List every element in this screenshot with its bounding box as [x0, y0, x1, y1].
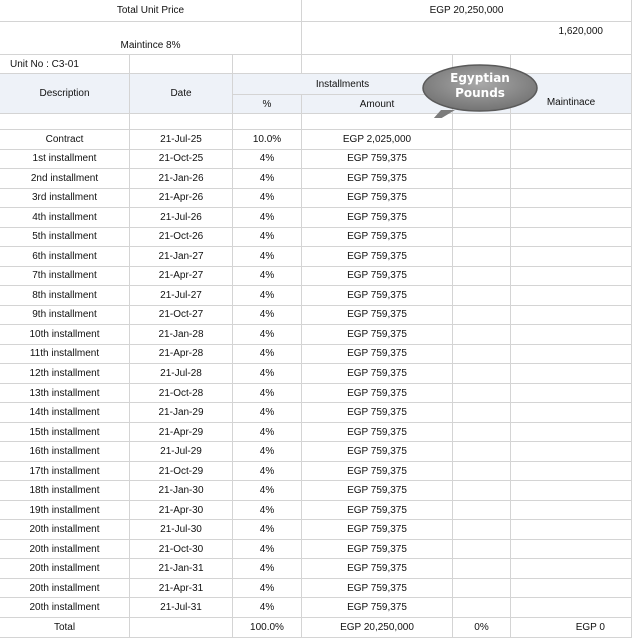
total-percent-cell — [233, 618, 302, 638]
row-description: 8th installment — [32, 289, 97, 301]
row-date: 21-Apr-30 — [158, 504, 204, 516]
row-date-cell — [130, 325, 233, 345]
description-header — [0, 74, 130, 114]
row-blank-cell — [453, 384, 511, 404]
row-percent: 4% — [259, 231, 275, 243]
row-maintenance-cell — [511, 501, 632, 521]
total-maint-percent-cell — [453, 618, 511, 638]
row-amount-cell — [302, 364, 453, 384]
row-date: 21-Jul-28 — [160, 367, 202, 379]
row-percent: 4% — [259, 504, 275, 516]
row-date: 21-Jan-29 — [158, 407, 204, 419]
row-date-cell — [130, 228, 233, 248]
row-amount: EGP 759,375 — [347, 426, 407, 438]
currency-callout — [421, 64, 539, 118]
total-amount: EGP 20,250,000 — [340, 622, 414, 633]
row-date-cell — [130, 247, 233, 267]
row-description: 3rd installment — [31, 192, 98, 204]
maintenance-header-label: Maintinace — [546, 97, 596, 108]
row-amount-cell — [302, 228, 453, 248]
total-price-value: EGP 20,250,000 — [429, 5, 504, 16]
maintenance-value: 1,620,000 — [558, 26, 603, 37]
row-blank-cell — [453, 306, 511, 326]
row-amount-cell — [302, 423, 453, 443]
row-date-cell — [130, 286, 233, 306]
row-percent-cell — [233, 364, 302, 384]
row-amount-cell — [302, 540, 453, 560]
row-amount-cell — [302, 462, 453, 482]
row-amount-cell — [302, 598, 453, 618]
row-percent: 4% — [259, 289, 275, 301]
row-blank-cell — [453, 520, 511, 540]
row-percent-cell — [233, 384, 302, 404]
row-blank-cell — [453, 247, 511, 267]
row-date: 21-Jul-25 — [160, 133, 202, 145]
row-description: 16th installment — [29, 446, 100, 458]
row-amount-cell — [302, 501, 453, 521]
row-amount-cell — [302, 150, 453, 170]
row-description-cell — [0, 130, 130, 150]
total-price-value-cell — [302, 0, 632, 22]
row-percent: 4% — [259, 563, 275, 575]
row-maintenance-cell — [511, 325, 632, 345]
total-label-cell — [0, 618, 130, 638]
row-amount-cell — [302, 579, 453, 599]
row-description-cell — [0, 462, 130, 482]
row-amount: EGP 759,375 — [347, 231, 407, 243]
row-amount-cell — [302, 306, 453, 326]
row-blank-cell — [453, 286, 511, 306]
row-date-cell — [130, 364, 233, 384]
row-description-cell — [0, 325, 130, 345]
unit-no-cell — [0, 55, 130, 74]
total-percent: 100.0% — [250, 622, 284, 633]
total-label: Total — [53, 622, 76, 633]
row-amount-cell — [302, 169, 453, 189]
row-percent: 4% — [259, 446, 275, 458]
row-maintenance-cell — [511, 579, 632, 599]
row-date-cell — [130, 403, 233, 423]
row-date-cell — [130, 423, 233, 443]
row-percent-cell — [233, 247, 302, 267]
row-date: 21-Jan-27 — [158, 250, 204, 262]
row-description-cell — [0, 579, 130, 599]
row-percent: 4% — [259, 407, 275, 419]
row-maintenance-cell — [511, 150, 632, 170]
row-percent: 4% — [259, 387, 275, 399]
row-description-cell — [0, 540, 130, 560]
row-blank-cell — [453, 559, 511, 579]
total-price-label-cell — [0, 0, 302, 22]
row-amount-cell — [302, 481, 453, 501]
row-date-cell — [130, 540, 233, 560]
row-date-cell — [130, 208, 233, 228]
row-percent-cell — [233, 208, 302, 228]
row-percent: 4% — [259, 426, 275, 438]
row-date-cell — [130, 169, 233, 189]
row-maintenance-cell — [511, 228, 632, 248]
row-amount-cell — [302, 208, 453, 228]
row-date: 21-Apr-31 — [158, 582, 204, 594]
row-date: 21-Jul-29 — [160, 446, 202, 458]
row-amount-cell — [302, 189, 453, 209]
row-description: 6th installment — [32, 250, 97, 262]
row-maintenance-cell — [511, 364, 632, 384]
row-blank-cell — [453, 228, 511, 248]
blank-cell — [233, 55, 302, 74]
row-description: 2nd installment — [30, 172, 99, 184]
row-maintenance-cell — [511, 520, 632, 540]
row-description: 7th installment — [32, 270, 97, 282]
total-maint-amount: EGP 0 — [575, 622, 605, 633]
row-amount: EGP 759,375 — [347, 524, 407, 536]
row-percent: 4% — [259, 582, 275, 594]
installments-header-label: Installments — [315, 78, 370, 90]
row-description: 9th installment — [32, 309, 97, 321]
maintenance-value-cell — [302, 22, 632, 55]
row-description: 17th installment — [29, 465, 100, 477]
row-percent: 4% — [259, 153, 275, 165]
row-date: 21-Apr-28 — [158, 348, 204, 360]
row-blank-cell — [453, 150, 511, 170]
row-maintenance-cell — [511, 403, 632, 423]
row-description: 20th installment — [29, 543, 100, 555]
row-description: 20th installment — [29, 524, 100, 536]
row-date: 21-Apr-26 — [158, 192, 204, 204]
row-amount: EGP 759,375 — [347, 309, 407, 321]
row-amount: EGP 759,375 — [347, 211, 407, 223]
row-description: 11th installment — [29, 348, 100, 360]
row-amount-cell — [302, 247, 453, 267]
row-date: 21-Oct-30 — [158, 543, 204, 555]
row-percent: 4% — [259, 485, 275, 497]
row-amount-cell — [302, 520, 453, 540]
row-percent-cell — [233, 325, 302, 345]
row-percent: 4% — [259, 465, 275, 477]
row-blank-cell — [453, 501, 511, 521]
row-blank-cell — [453, 423, 511, 443]
row-percent-cell — [233, 345, 302, 365]
row-date: 21-Jan-28 — [158, 328, 204, 340]
row-description: 14th installment — [29, 407, 100, 419]
row-description-cell — [0, 228, 130, 248]
row-date: 21-Jul-26 — [160, 211, 202, 223]
row-description-cell — [0, 208, 130, 228]
row-amount-cell — [302, 384, 453, 404]
row-description-cell — [0, 598, 130, 618]
row-description-cell — [0, 306, 130, 326]
row-maintenance-cell — [511, 481, 632, 501]
row-percent-cell — [233, 481, 302, 501]
row-percent: 4% — [259, 328, 275, 340]
row-amount-cell — [302, 559, 453, 579]
row-description-cell — [0, 384, 130, 404]
row-percent: 4% — [259, 211, 275, 223]
row-percent: 10.0% — [252, 133, 282, 145]
row-maintenance-cell — [511, 345, 632, 365]
row-date: 21-Apr-29 — [158, 426, 204, 438]
row-maintenance-cell — [511, 442, 632, 462]
row-percent-cell — [233, 130, 302, 150]
row-percent: 4% — [259, 543, 275, 555]
row-percent-cell — [233, 423, 302, 443]
row-description: 5th installment — [32, 231, 97, 243]
row-amount: EGP 759,375 — [347, 407, 407, 419]
row-blank-cell — [453, 462, 511, 482]
row-amount-cell — [302, 267, 453, 287]
row-description-cell — [0, 189, 130, 209]
row-blank-cell — [453, 169, 511, 189]
row-amount: EGP 2,025,000 — [342, 133, 412, 145]
row-date-cell — [130, 384, 233, 404]
row-date-cell — [130, 442, 233, 462]
row-percent-cell — [233, 267, 302, 287]
row-maintenance-cell — [511, 208, 632, 228]
row-maintenance-cell — [511, 540, 632, 560]
row-percent-cell — [233, 403, 302, 423]
row-maintenance-cell — [511, 286, 632, 306]
row-date: 21-Apr-27 — [158, 270, 204, 282]
callout-text — [421, 71, 539, 101]
row-percent-cell — [233, 442, 302, 462]
row-percent: 4% — [259, 192, 275, 204]
amount-header-label: Amount — [359, 98, 395, 110]
row-description: 12th installment — [29, 367, 100, 379]
description-header-label: Description — [39, 88, 90, 99]
row-maintenance-cell — [511, 267, 632, 287]
row-blank-cell — [453, 598, 511, 618]
row-amount: EGP 759,375 — [347, 289, 407, 301]
row-blank-cell — [453, 345, 511, 365]
row-date-cell — [130, 189, 233, 209]
row-percent-cell — [233, 189, 302, 209]
row-amount-cell — [302, 286, 453, 306]
total-amount-cell — [302, 618, 453, 638]
row-amount-cell — [302, 345, 453, 365]
row-amount: EGP 759,375 — [347, 348, 407, 360]
row-percent: 4% — [259, 309, 275, 321]
row-amount: EGP 759,375 — [347, 504, 407, 516]
row-amount-cell — [302, 403, 453, 423]
row-maintenance-cell — [511, 462, 632, 482]
row-amount: EGP 759,375 — [347, 563, 407, 575]
maintenance-label-cell — [0, 22, 302, 55]
row-blank-cell — [453, 364, 511, 384]
row-date-cell — [130, 150, 233, 170]
percent-header-label: % — [262, 98, 272, 110]
row-description-cell — [0, 150, 130, 170]
blank-cell — [130, 55, 233, 74]
unit-no: Unit No : C3-01 — [10, 58, 79, 70]
row-description-cell — [0, 345, 130, 365]
row-date-cell — [130, 462, 233, 482]
row-description-cell — [0, 169, 130, 189]
row-blank-cell — [453, 540, 511, 560]
row-date-cell — [130, 306, 233, 326]
row-description-cell — [0, 559, 130, 579]
row-date: 21-Oct-29 — [158, 465, 204, 477]
row-description-cell — [0, 364, 130, 384]
row-description: 15th installment — [29, 426, 100, 438]
row-description: 19th installment — [29, 504, 100, 516]
total-maint-amount-cell — [511, 618, 632, 638]
row-description: 20th installment — [29, 602, 100, 614]
row-maintenance-cell — [511, 189, 632, 209]
maintenance-label: Maintince 8% — [120, 40, 181, 51]
row-percent-cell — [233, 150, 302, 170]
row-date: 21-Jul-31 — [160, 602, 202, 614]
row-blank-cell — [453, 442, 511, 462]
row-description: 1st installment — [32, 153, 97, 165]
row-percent-cell — [233, 520, 302, 540]
row-blank-cell — [453, 325, 511, 345]
row-percent: 4% — [259, 524, 275, 536]
row-description: 18th installment — [29, 485, 100, 497]
row-maintenance-cell — [511, 130, 632, 150]
row-amount-cell — [302, 325, 453, 345]
row-maintenance-cell — [511, 247, 632, 267]
row-amount: EGP 759,375 — [347, 328, 407, 340]
percent-header — [233, 95, 302, 114]
row-date: 21-Oct-27 — [158, 309, 204, 321]
row-percent-cell — [233, 286, 302, 306]
row-date-cell — [130, 520, 233, 540]
row-amount: EGP 759,375 — [347, 485, 407, 497]
date-header-label: Date — [170, 88, 192, 99]
row-percent-cell — [233, 501, 302, 521]
row-maintenance-cell — [511, 423, 632, 443]
row-date: 21-Jan-31 — [158, 563, 204, 575]
row-date-cell — [130, 598, 233, 618]
date-header — [130, 74, 233, 114]
row-description-cell — [0, 286, 130, 306]
row-maintenance-cell — [511, 169, 632, 189]
row-percent: 4% — [259, 270, 275, 282]
row-description-cell — [0, 520, 130, 540]
row-amount: EGP 759,375 — [347, 582, 407, 594]
row-percent-cell — [233, 559, 302, 579]
row-percent: 4% — [259, 602, 275, 614]
row-date: 21-Jul-27 — [160, 289, 202, 301]
row-description-cell — [0, 403, 130, 423]
row-amount: EGP 759,375 — [347, 153, 407, 165]
row-description: 4th installment — [32, 211, 97, 223]
row-amount-cell — [302, 442, 453, 462]
row-blank-cell — [453, 481, 511, 501]
row-date: 21-Oct-25 — [158, 153, 204, 165]
row-amount: EGP 759,375 — [347, 192, 407, 204]
row-description-cell — [0, 423, 130, 443]
row-percent: 4% — [259, 348, 275, 360]
row-description: 10th installment — [29, 328, 100, 340]
row-percent: 4% — [259, 172, 275, 184]
row-description: 13th installment — [29, 387, 100, 399]
row-amount: EGP 759,375 — [347, 602, 407, 614]
row-date: 21-Oct-28 — [158, 387, 204, 399]
blank-cell — [130, 618, 233, 638]
row-percent-cell — [233, 228, 302, 248]
blank-cell — [130, 114, 233, 130]
row-blank-cell — [453, 189, 511, 209]
row-date-cell — [130, 267, 233, 287]
total-maint-percent: 0% — [474, 622, 489, 633]
row-date: 21-Jan-30 — [158, 485, 204, 497]
row-date-cell — [130, 501, 233, 521]
row-percent-cell — [233, 169, 302, 189]
row-amount: EGP 759,375 — [347, 387, 407, 399]
row-percent-cell — [233, 306, 302, 326]
row-description-cell — [0, 442, 130, 462]
row-date-cell — [130, 130, 233, 150]
row-blank-cell — [453, 130, 511, 150]
callout-line-1: Egyptian — [450, 71, 510, 85]
row-description-cell — [0, 501, 130, 521]
callout-line-2: Pounds — [455, 86, 505, 100]
row-date-cell — [130, 481, 233, 501]
row-maintenance-cell — [511, 384, 632, 404]
row-date-cell — [130, 559, 233, 579]
row-description: 20th installment — [29, 563, 100, 575]
row-blank-cell — [453, 403, 511, 423]
row-description-cell — [0, 247, 130, 267]
row-amount: EGP 759,375 — [347, 543, 407, 555]
row-percent-cell — [233, 598, 302, 618]
row-amount: EGP 759,375 — [347, 465, 407, 477]
row-blank-cell — [453, 208, 511, 228]
row-maintenance-cell — [511, 559, 632, 579]
row-blank-cell — [453, 579, 511, 599]
row-amount: EGP 759,375 — [347, 250, 407, 262]
row-date-cell — [130, 579, 233, 599]
row-percent-cell — [233, 540, 302, 560]
row-date: 21-Jul-30 — [160, 524, 202, 536]
total-price-label: Total Unit Price — [116, 5, 185, 16]
row-description-cell — [0, 267, 130, 287]
row-description-cell — [0, 481, 130, 501]
row-blank-cell — [453, 267, 511, 287]
row-amount: EGP 759,375 — [347, 270, 407, 282]
blank-cell — [233, 114, 302, 130]
row-description: Contract — [45, 133, 84, 145]
row-maintenance-cell — [511, 306, 632, 326]
row-amount-cell — [302, 130, 453, 150]
blank-cell — [0, 114, 130, 130]
row-date: 21-Jan-26 — [158, 172, 204, 184]
row-amount: EGP 759,375 — [347, 172, 407, 184]
row-maintenance-cell — [511, 598, 632, 618]
row-percent: 4% — [259, 250, 275, 262]
row-amount: EGP 759,375 — [347, 367, 407, 379]
row-date: 21-Oct-26 — [158, 231, 204, 243]
row-percent: 4% — [259, 367, 275, 379]
row-date-cell — [130, 345, 233, 365]
row-percent-cell — [233, 462, 302, 482]
installments-header — [233, 74, 453, 95]
row-amount: EGP 759,375 — [347, 446, 407, 458]
row-percent-cell — [233, 579, 302, 599]
row-description: 20th installment — [29, 582, 100, 594]
